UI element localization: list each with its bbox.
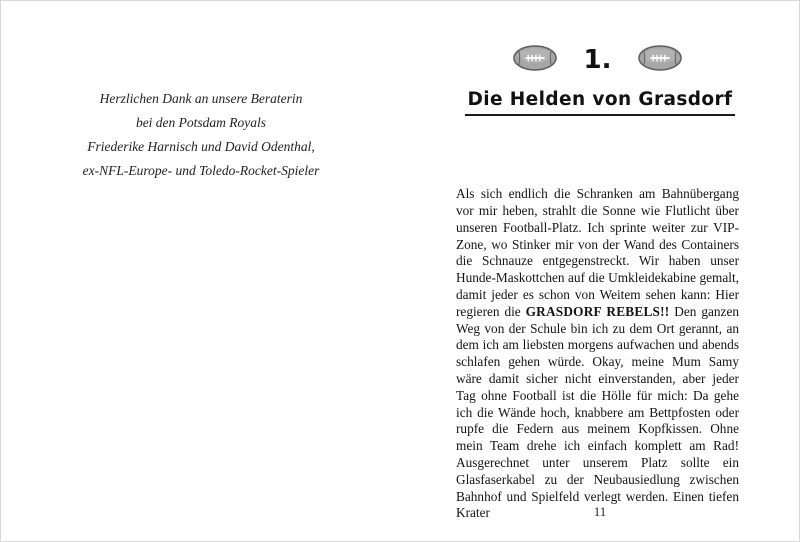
body-text-after: Den ganzen Weg von der Schule bin ich zu dem Ort gerannt, an dem ich am liebsten morgens aufwachen und abends schlafen gehen würde. Okay, meine Mum Samy wäre damit sicher nicht einverstanden, aber jeder Tag ohne Football ist die Hölle für mich: Da gehe ich die Wände hoch, knabbere am Bettpfosten oder rupfe die Federn aus meinem Kopfkissen. Ohne mein Team drehe ich einfach komplett am Rad! Ausgerechnet unter unserem Platz sollte ein Glasfaserkabel zu der Neubausiedlung zwischen Bahnhof und Spielfeld verlegt werden. Einen tiefen Krater — [456, 303, 739, 521]
chapter-header — [456, 43, 739, 73]
dedication-line: Herzlichen Dank an unsere Beraterin — [99, 91, 303, 106]
dedication-line: bei den Potsdam Royals — [135, 115, 267, 130]
team-name-bold: GRASDORF REBELS!! — [525, 303, 670, 319]
dedication-block — [31, 87, 371, 183]
body-paragraph — [456, 186, 739, 522]
chapter-title-wrap — [401, 89, 799, 116]
right-page — [401, 1, 799, 541]
dedication-line: Friederike Harnisch und David Odenthal, — [87, 139, 315, 154]
page-number: 11 — [593, 504, 607, 519]
left-page — [1, 1, 401, 541]
football-icon — [637, 43, 683, 73]
dedication-line: ex-NFL-Europe- und Toledo-Rocket-Spieler — [82, 163, 320, 178]
body-text-before: Als sich endlich die Schranken am Bahnübergang vor mir heben, strahlt die Sonne wie Flutlicht über unseren Football-Platz. Ich sprinte weiter zur VIP-Zone, wo Stinker mir von der Wand des Containers die Schnauze entgegenstreckt. Wir haben unser Hunde-Maskottchen auf die Umkleidekabine gemalt, damit jeder es schon von Weitem sehen kann: Hier regieren die — [456, 186, 739, 319]
chapter-title: Die Helden von Grasdorf — [465, 89, 736, 116]
chapter-number: 1. — [583, 45, 612, 75]
football-icon — [512, 43, 558, 73]
